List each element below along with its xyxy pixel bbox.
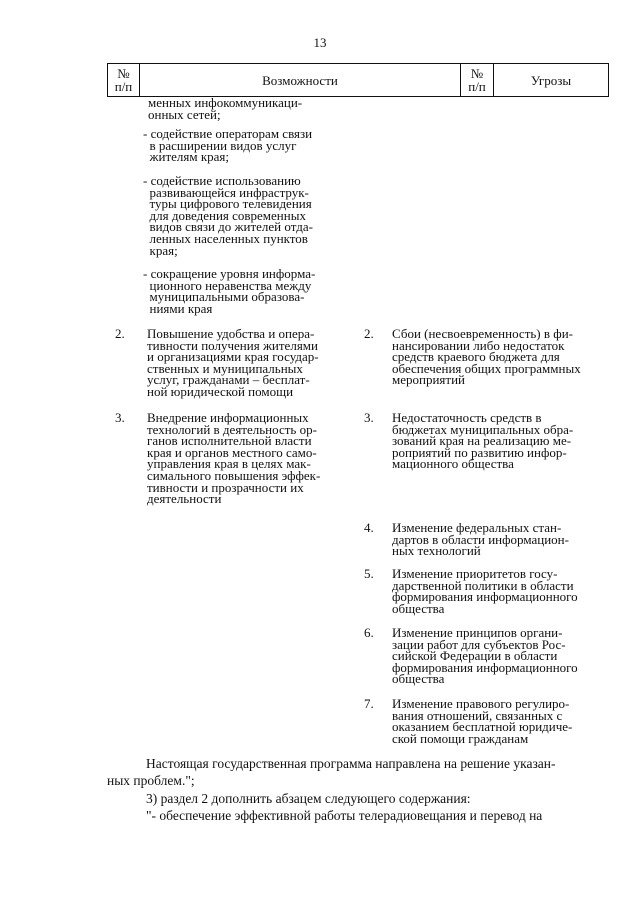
opportunity-bullet-inequality: - сокращение уровня информа- ционного неравенства между муниципальными образова- ниями края xyxy=(143,266,316,316)
threat-num-7: 7. xyxy=(364,696,374,711)
opportunity-bullet-digital-tv: - содействие использованию развивающейся инфраструк- туры цифрового телевидения для доведения современных видов связи до жителей отда- ленных населенных пунктов края; xyxy=(143,173,313,258)
header-num-opportunities: № п/п xyxy=(107,63,140,97)
threat-num-3: 3. xyxy=(364,410,374,425)
threat-text-6: Изменение принципов органи- зации работ для субъектов Рос- сийской Федерации в области формирования информационного общества xyxy=(392,625,578,687)
threat-text-2: Сбои (несвоевременность) в фи- нансировании либо недостаток средств краевого бюджета для обеспечения общих программных мероприятий xyxy=(392,326,581,388)
table-header xyxy=(107,63,609,97)
threat-text-3: Недостаточность средств в бюджетах муниципальных обра- зований края на реализацию ме- роприятий по развитию инфор- мационного общества xyxy=(392,410,574,472)
opportunity-text-3: Внедрение информационных технологий в деятельность ор- ганов исполнительной власти края и органов местного само- управления края в целях мак- симального повышения эффек- тивности и прозрачности их деятельности xyxy=(147,410,321,507)
threat-num-4: 4. xyxy=(364,520,374,535)
threat-text-4: Изменение федеральных стан- дартов в области информацион- ных технологий xyxy=(392,520,569,559)
body-paragraph-1-line-2: ных проблем."; xyxy=(107,773,195,788)
opportunity-text-2: Повышение удобства и опера- тивности получения жителями и организациями края государ- ственных и муниципальных услуг, гражданами – бесплат- ной юридической помощи xyxy=(147,326,319,399)
threat-num-5: 5. xyxy=(364,566,374,581)
header-threats: Угрозы xyxy=(493,63,609,97)
threat-num-6: 6. xyxy=(364,625,374,640)
threat-num-2: 2. xyxy=(364,326,374,341)
opportunity-bullet-operators: - содействие операторам связи в расширении видов услуг жителям края; xyxy=(143,126,313,165)
header-opportunities: Возможности xyxy=(139,63,461,97)
body-paragraph-2: 3) раздел 2 дополнить абзацем следующего содержания: xyxy=(146,791,471,806)
opportunity-num-3: 3. xyxy=(115,410,125,425)
threat-text-7: Изменение правового регулиро- вания отношений, связанных с оказанием бесплатной юридиче- ской помощи гражданам xyxy=(392,696,573,746)
body-paragraph-1-line-1: Настоящая государственная программа направлена на решение указан- xyxy=(146,756,556,771)
opportunity-continuation-1: менных инфокоммуникаци- онных сетей; xyxy=(148,95,303,122)
page-number: 13 xyxy=(313,35,327,50)
body-paragraph-3: "- обеспечение эффективной работы телерадиовещания и перевод на xyxy=(146,808,543,823)
header-num-threats: № п/п xyxy=(460,63,494,97)
opportunity-num-2: 2. xyxy=(115,326,125,341)
threat-text-5: Изменение приоритетов госу- дарственной политики в области формирования информационного общества xyxy=(392,566,578,616)
